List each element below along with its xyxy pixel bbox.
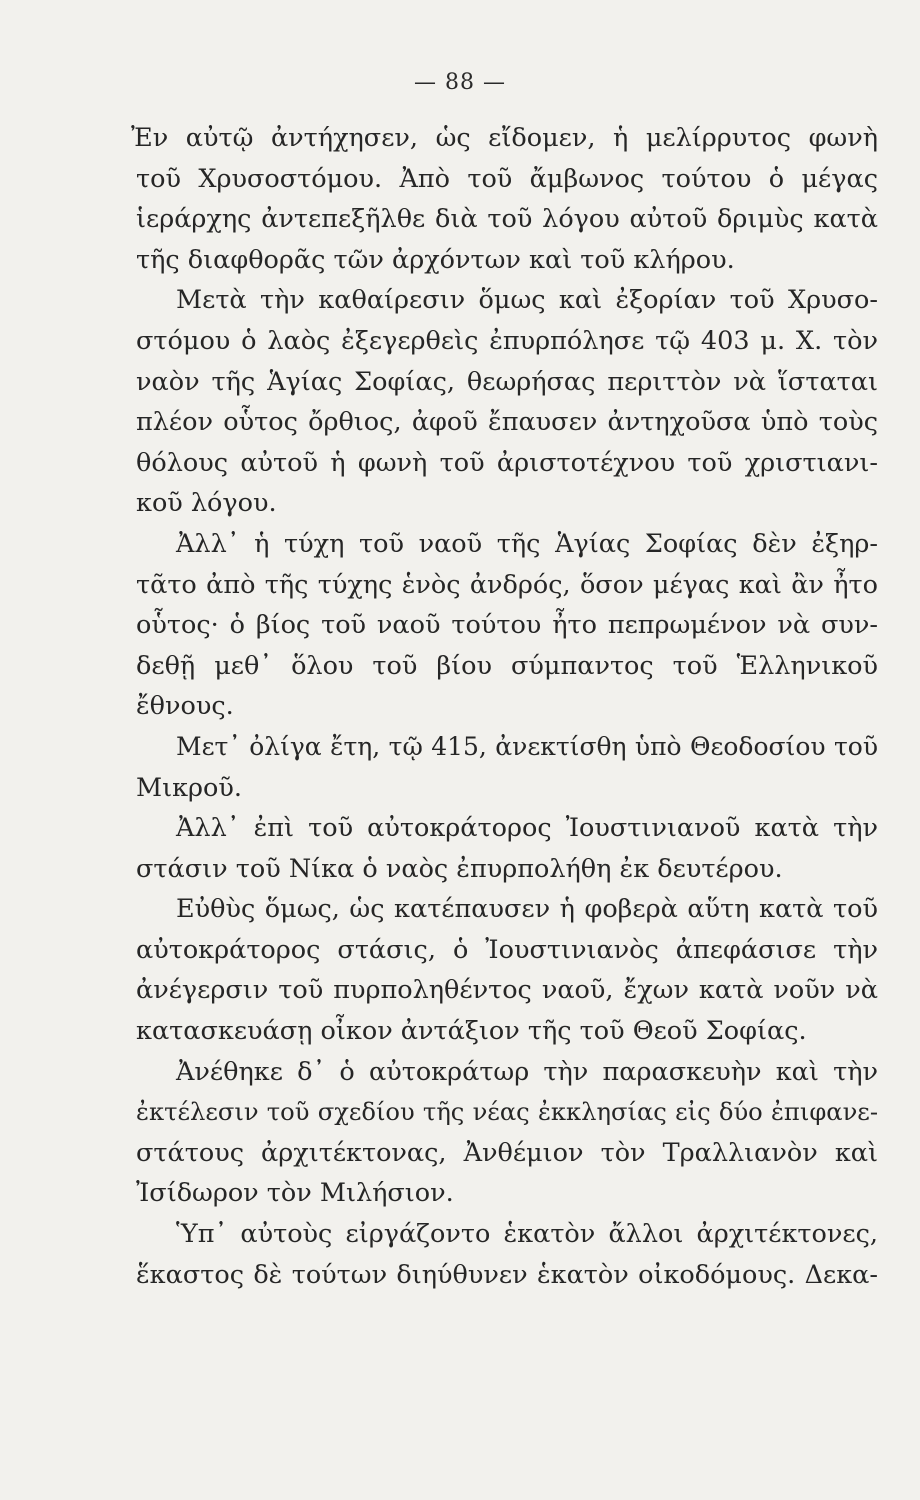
text-line: ἀνέγερσιν τοῦ πυρποληθέντος ναοῦ, ἔχων κατὰ νοῦν νὰ [136, 975, 878, 1006]
page-number: — 88 — [414, 70, 506, 95]
text-line: αὐτοκράτορος στάσις, ὁ Ἰουστινιανὸς ἀπεφάσισε τὴν [136, 934, 878, 965]
text-line: ἱεράρχης ἀντεπεξῆλθε διὰ τοῦ λόγου αὐτοῦ δριμὺς κατὰ [136, 204, 878, 235]
text-line: Ἀλλ᾽ ἡ τύχη τοῦ ναοῦ τῆς Ἁγίας Σοφίας δὲν ἐξηρ- [176, 528, 878, 559]
text-line: θόλους αὐτοῦ ἡ φωνὴ τοῦ ἀριστοτέχνου τοῦ χριστιανι- [136, 447, 878, 478]
text-line: Ὑπ᾽ αὐτοὺς εἰργάζοντο ἑκατὸν ἄλλοι ἀρχιτέκτονες, [176, 1219, 878, 1250]
text-line: δεθῇ μεθ᾽ ὅλου τοῦ βίου σύμπαντος τοῦ Ἑλληνικοῦ [136, 650, 878, 681]
body-text [131, 118, 878, 1295]
text-line: ἔθνους. [136, 691, 234, 722]
text-line: στόμου ὁ λαὸς ἐξεγερθεὶς ἐπυρπόλησε τῷ 403 μ. Χ. τὸν [136, 325, 878, 356]
text-line: τῆς διαφθορᾶς τῶν ἀρχόντων καὶ τοῦ κλήρου. [136, 244, 735, 275]
text-line: οὗτος· ὁ βίος τοῦ ναοῦ τούτου ἦτο πεπρωμένον νὰ συν- [136, 610, 878, 641]
text-line: Μετὰ τὴν καθαίρεσιν ὅμως καὶ ἐξορίαν τοῦ Χρυσο- [176, 285, 878, 316]
text-line: Μετ᾽ ὀλίγα ἔτη, τῷ 415, ἀνεκτίσθη ὑπὸ Θεοδοσίου τοῦ [176, 731, 878, 761]
text-line: Εὐθὺς ὅμως, ὡς κατέπαυσεν ἡ φοβερὰ αὕτη κατὰ τοῦ [176, 894, 878, 925]
text-line: κοῦ λόγου. [136, 488, 277, 519]
text-line: Μικροῦ. [136, 772, 242, 803]
text-line: πλέον οὗτος ὄρθιος, ἀφοῦ ἔπαυσεν ἀντηχοῦσα ὑπὸ τοὺς [136, 407, 878, 438]
text-line: στάσιν τοῦ Νίκα ὁ ναὸς ἐπυρπολήθη ἐκ δευτέρου. [136, 853, 783, 884]
text-line: τοῦ Χρυσοστόμου. Ἀπὸ τοῦ ἄμβωνος τούτου ὁ μέγας [136, 163, 878, 194]
text-line: τᾶτο ἀπὸ τῆς τύχης ἑνὸς ἀνδρός, ὅσον μέγας καὶ ἂν ἦτο [136, 569, 878, 600]
text-line: Ἰσίδωρον τὸν Μιλήσιον. [136, 1178, 454, 1209]
text-line: Ἀνέθηκε δ᾽ ὁ αὐτοκράτωρ τὴν παρασκευὴν καὶ τὴν [176, 1056, 878, 1087]
text-line: κατασκευάσῃ οἶκον ἀντάξιον τῆς τοῦ Θεοῦ Σοφίας. [136, 1016, 807, 1047]
text-line: Ἀλλ᾽ ἐπὶ τοῦ αὐτοκράτορος Ἰουστινιανοῦ κατὰ τὴν [176, 813, 878, 844]
text-line: στάτους ἀρχιτέκτονας, Ἀνθέμιον τὸν Τραλλιανὸν καὶ [136, 1137, 878, 1168]
text-line: ἐκτέλεσιν τοῦ σχεδίου τῆς νέας ἐκκλησίας εἰς δύο ἐπιφανε- [136, 1098, 878, 1127]
text-line: ἕκαστος δὲ τούτων διηύθυνεν ἑκατὸν οἰκοδόμους. Δεκα- [136, 1259, 878, 1290]
text-line: Ἐν αὐτῷ ἀντήχησεν, ὡς εἴδομεν, ἡ μελίρρυτος φωνὴ [131, 123, 878, 153]
text-line: ναὸν τῆς Ἁγίας Σοφίας, θεωρήσας περιττὸν νὰ ἵσταται [136, 366, 878, 397]
